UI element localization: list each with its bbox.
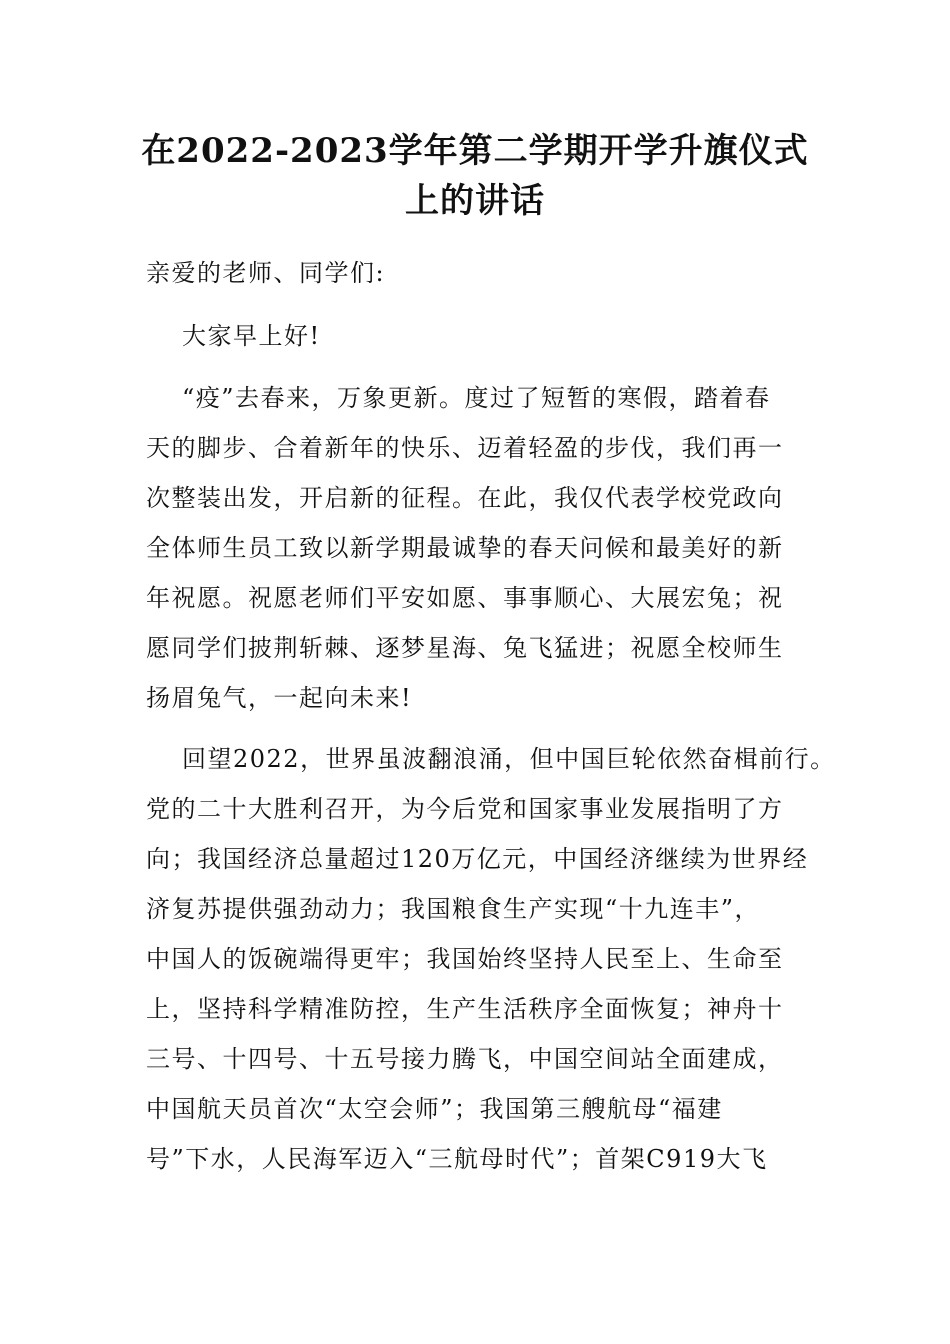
document-title-line-2: 上的讲话 [405, 181, 545, 221]
document-title-line-1: 在2022-2023学年第二学期开学升旗仪式 [141, 131, 809, 171]
paragraph-2-line: 号”下水，人民海军迈入“三航母时代”；首架C919大飞 [146, 1145, 768, 1173]
paragraph-2-line: 三号、十四号、十五号接力腾飞，中国空间站全面建成， [146, 1045, 784, 1073]
paragraph-1-line: 年祝愿。祝愿老师们平安如愿、事事顺心、大展宏兔；祝 [146, 584, 784, 612]
paragraph-1-line: 愿同学们披荆斩棘、逐梦星海、兔飞猛进；祝愿全校师生 [146, 634, 784, 662]
salutation: 亲爱的老师、同学们: [146, 259, 386, 287]
paragraph-1-line: 扬眉兔气，一起向未来! [146, 684, 413, 712]
paragraph-2-line: 中国人的饭碗端得更牢；我国始终坚持人民至上、生命至 [146, 945, 784, 973]
paragraph-2-line: 济复苏提供强劲动力；我国粮食生产实现“十九连丰”， [146, 895, 761, 923]
paragraph-1-line: “疫”去春来，万象更新。度过了短暂的寒假，踏着春 [182, 384, 771, 412]
paragraph-2-line: 回望2022，世界虽波翻浪涌，但中国巨轮依然奋楫前行。 [182, 745, 836, 773]
paragraph-2-line: 党的二十大胜利召开，为今后党和国家事业发展指明了方 [146, 795, 784, 823]
paragraph-2-line: 向；我国经济总量超过120万亿元，中国经济继续为世界经 [146, 845, 809, 873]
paragraph-1-line: 全体师生员工致以新学期最诚挚的春天问候和最美好的新 [146, 534, 784, 562]
paragraph-2-line: 中国航天员首次“太空会师”；我国第三艘航母“福建 [146, 1095, 723, 1123]
paragraph-1-line: 次整装出发，开启新的征程。在此，我仅代表学校党政向 [146, 484, 784, 512]
paragraph-2-line: 上，坚持科学精准防控，生产生活秩序全面恢复；神舟十 [146, 995, 784, 1023]
paragraph-1-line: 天的脚步、合着新年的快乐、迈着轻盈的步伐，我们再一 [146, 434, 784, 462]
greeting: 大家早上好! [182, 322, 321, 350]
